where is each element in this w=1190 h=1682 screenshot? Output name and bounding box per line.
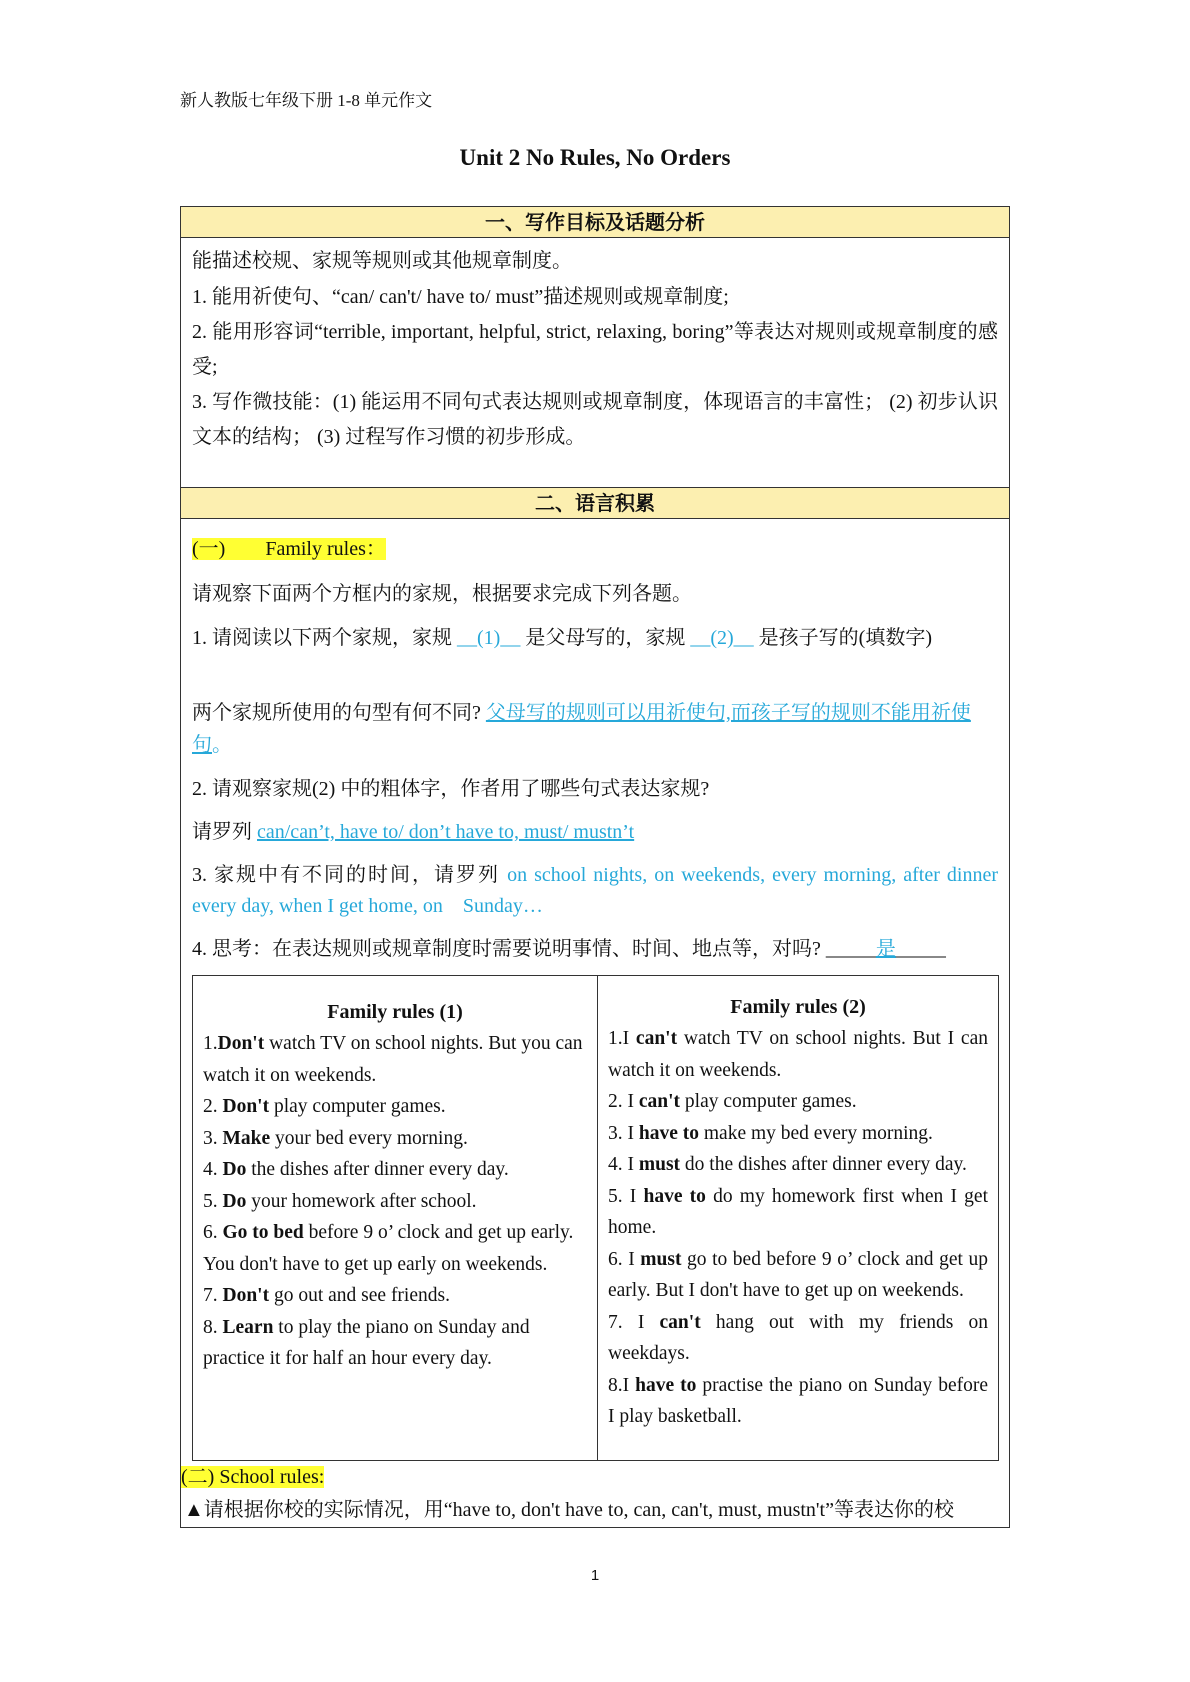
rule-item: 6. I must go to bed before 9 o’ clock and get up early. But I don't have to get up on weekends. [608, 1248, 988, 1301]
question-2-list: 请罗列 can/can’t, have to/ don’t have to, must/ mustn’t [192, 821, 635, 843]
family-rules-comparison-table [192, 975, 999, 1461]
rule-item: 6. Go to bed before 9 o’ clock and get up early. You don't have to get up early on weekends. [203, 1222, 574, 1275]
rule-item: 1.I can't watch TV on school nights. But I can watch it on weekends. [608, 1028, 988, 1081]
goal-item-1: 1. 能用祈使句、“can/ can't/ have to/ must”描述规则或规章制度; [192, 286, 729, 308]
rule-item: 5. I have to do my homework first when I get home. [608, 1185, 988, 1238]
answer-blank-2: __(2)__ [690, 627, 754, 649]
answer-yes: 是 [875, 938, 896, 960]
rule-item: 5. Do your homework after school. [203, 1190, 477, 1212]
goal-item-2: 2. 能用形容词“terrible, important, helpful, strict, relaxing, boring”等表达对规则或规章制度的感受; [192, 321, 998, 378]
rule-item: 2. Don't play computer games. [203, 1096, 446, 1117]
question-1-followup: 两个家规所使用的句型有何不同? 父母写的规则可以用祈使句,而孩子写的规则不能用祈使句。 [192, 702, 971, 756]
rule-item: 8.I have to practise the piano on Sunday before I play basketball. [608, 1374, 988, 1427]
rule-item: 8. Learn to play the piano on Sunday and practice it for half an hour every day. [203, 1316, 530, 1369]
school-rules-label: (二) School rules: [181, 1466, 325, 1488]
family-rules-2-title: Family rules (2) [730, 996, 866, 1018]
rule-item: 1.Don't watch TV on school nights. But you can watch it on weekends. [203, 1033, 583, 1086]
answer-time-expressions: on school nights, on weekends, every morning, after dinner every day, when I get home, on Sunday… [192, 864, 998, 917]
document-header: 新人教版七年级下册 1-8 单元作文 [180, 91, 433, 110]
observe-instruction: 请观察下面两个方框内的家规，根据要求完成下列各题。 [192, 583, 692, 605]
family-rules-label: (一) Family rules： [192, 538, 386, 560]
answer-modal-verbs: can/can’t, have to/ don’t have to, must/ mustn’t [257, 821, 635, 843]
rule-item: 7. Don't go out and see friends. [203, 1285, 450, 1306]
family-rules-1-box [193, 976, 598, 1460]
answer-sentence-pattern: 父母写的规则可以用祈使句,而孩子写的规则不能用祈使句 [192, 702, 971, 756]
answer-blank-1: __(1)__ [457, 627, 521, 649]
section1-heading: 一、写作目标及话题分析 [181, 206, 1009, 238]
rule-item: 3. Make your bed every morning. [203, 1127, 468, 1149]
rule-item: 4. Do the dishes after dinner every day. [203, 1159, 509, 1180]
page-number: 1 [590, 1567, 600, 1584]
rule-item: 2. I can't play computer games. [608, 1091, 857, 1112]
school-rules-label-row [181, 1461, 998, 1493]
question-1: 1. 请阅读以下两个家规，家规 __(1)__ 是父母写的，家规 __(2)__ 是孩子写的(填数字) [192, 627, 932, 649]
school-rules-instruction: ▲请根据你校的实际情况，用“have to, don't have to, can, can't, must, mustn't”等表达你的校 [184, 1499, 954, 1521]
rule-item: 7. I can't hang out with my friends on weekdays. [608, 1311, 988, 1364]
document-title: Unit 2 No Rules, No Orders [459, 145, 731, 170]
worksheet-table [180, 206, 1010, 1528]
goal-item-3: 3. 写作微技能：(1) 能运用不同句式表达规则或规章制度，体现语言的丰富性； (2) 初步认识文本的结构； (3) 过程写作习惯的初步形成。 [192, 391, 998, 448]
question-2: 2. 请观察家规(2) 中的粗体字，作者用了哪些句式表达家规? [192, 778, 710, 800]
family-rules-2-box [598, 976, 998, 1460]
question-4: 4. 思考：在表达规则或规章制度时需要说明事情、时间、地点等，对吗? _____是_____ [192, 938, 946, 960]
family-rules-label-row [192, 532, 998, 567]
goal-intro: 能描述校规、家规等规则或其他规章制度。 [192, 250, 572, 272]
family-rules-1-title: Family rules (1) [327, 1001, 463, 1023]
rule-item: 4. I must do the dishes after dinner every day. [608, 1154, 967, 1175]
section2-heading: 二、语言积累 [181, 487, 1009, 519]
rule-item: 3. I have to make my bed every morning. [608, 1122, 933, 1144]
question-3: 3. 家规中有不同的时间，请罗列 on school nights, on weekends, every morning, after dinner every day, when I get home, on Sunday… [192, 864, 998, 917]
